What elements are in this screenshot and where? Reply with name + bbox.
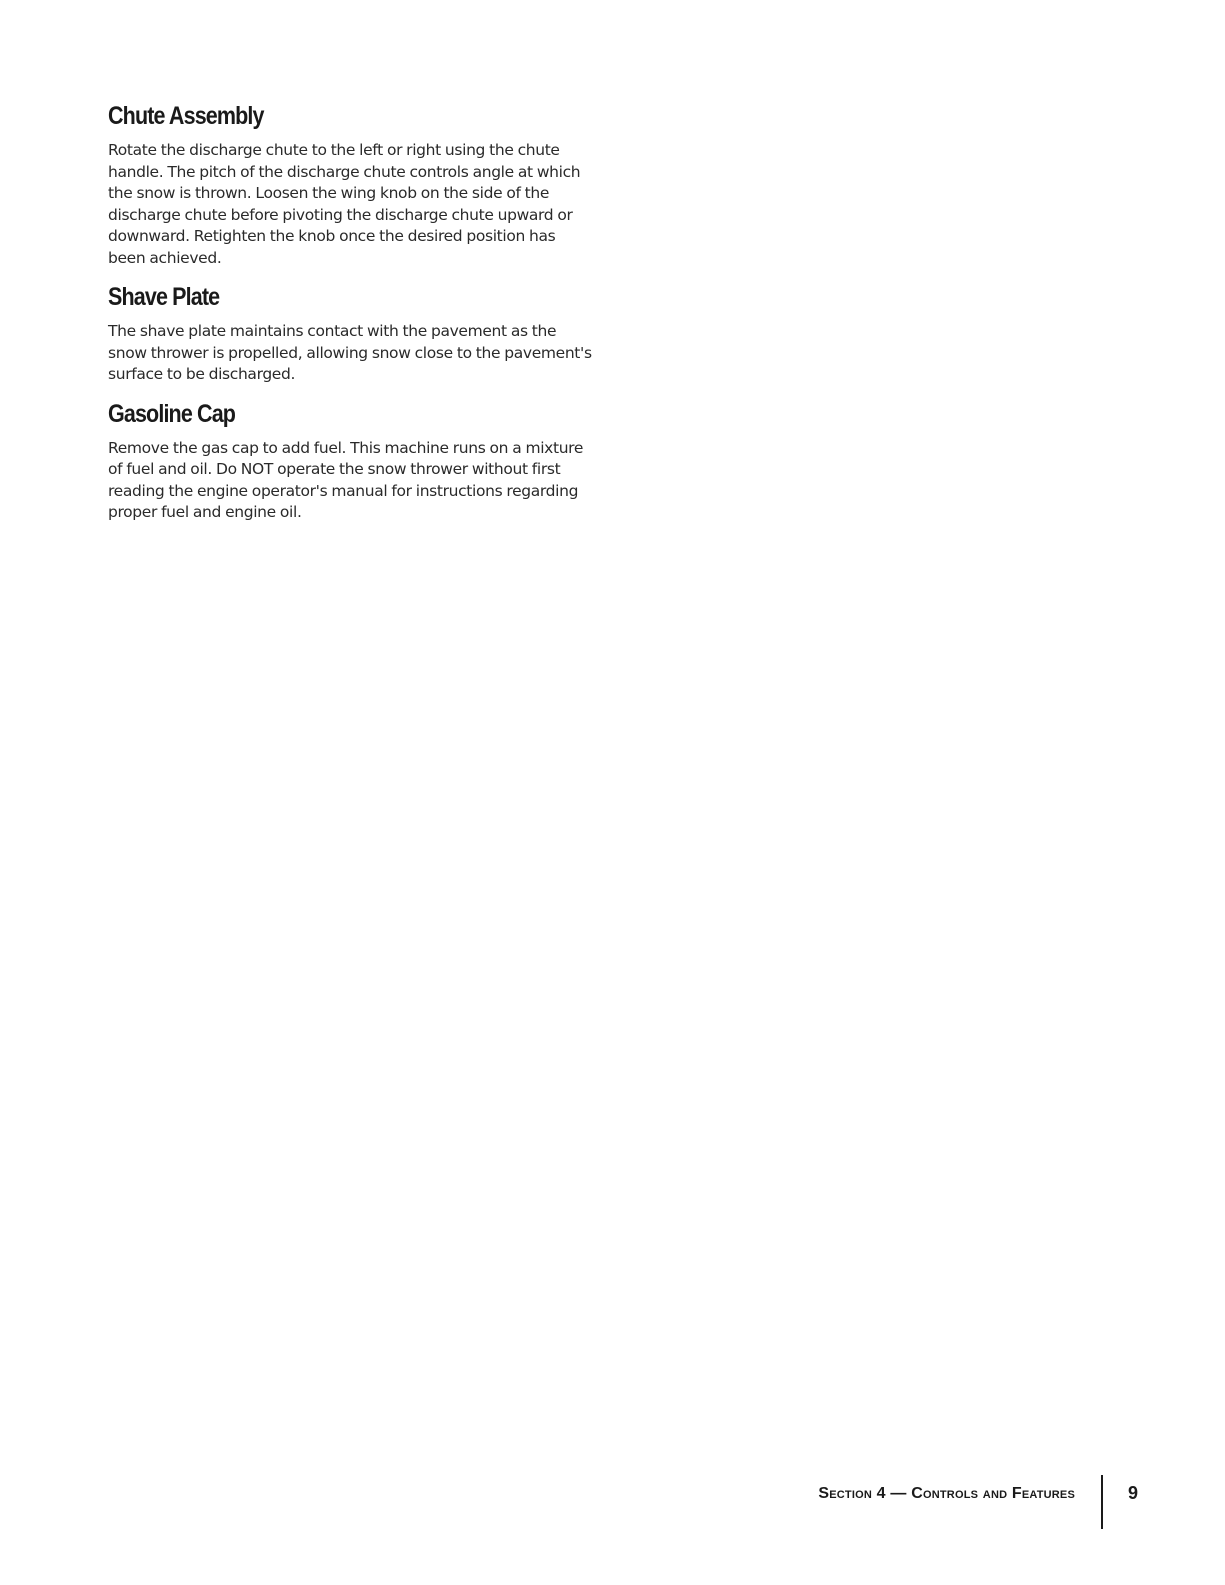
section-chute-assembly [108, 100, 596, 269]
section-gasoline-cap [108, 398, 596, 524]
section-shave-plate [108, 281, 596, 386]
page-number: 9 [1128, 1483, 1139, 1503]
section-heading: Gasoline Cap [108, 399, 236, 428]
footer-section-title: Section 4 — Controls and Features [818, 1485, 1075, 1502]
section-body: Rotate the discharge chute to the left or right using the chute handle. The pitch of the discharge chute controls angle at which the snow is thrown. Loosen the wing knob on the side of the discharge chute before pivoting the discharge chute upward or downward. Retighten the knob once the desired position has been achieved. [108, 141, 581, 267]
footer-divider [1101, 1475, 1103, 1529]
page-footer [0, 1475, 1225, 1535]
content-column [108, 100, 596, 536]
section-heading: Shave Plate [108, 283, 220, 311]
section-body: Remove the gas cap to add fuel. This machine runs on a mixture of fuel and oil. Do NOT operate the snow thrower without first reading the engine operator's manual for instructions regarding proper fuel and engine oil. [108, 438, 584, 521]
section-heading: Chute Assembly [108, 102, 264, 130]
section-body: The shave plate maintains contact with the pavement as the snow thrower is propelled, allowing snow close to the pavement's surface to be discharged. [108, 322, 592, 383]
